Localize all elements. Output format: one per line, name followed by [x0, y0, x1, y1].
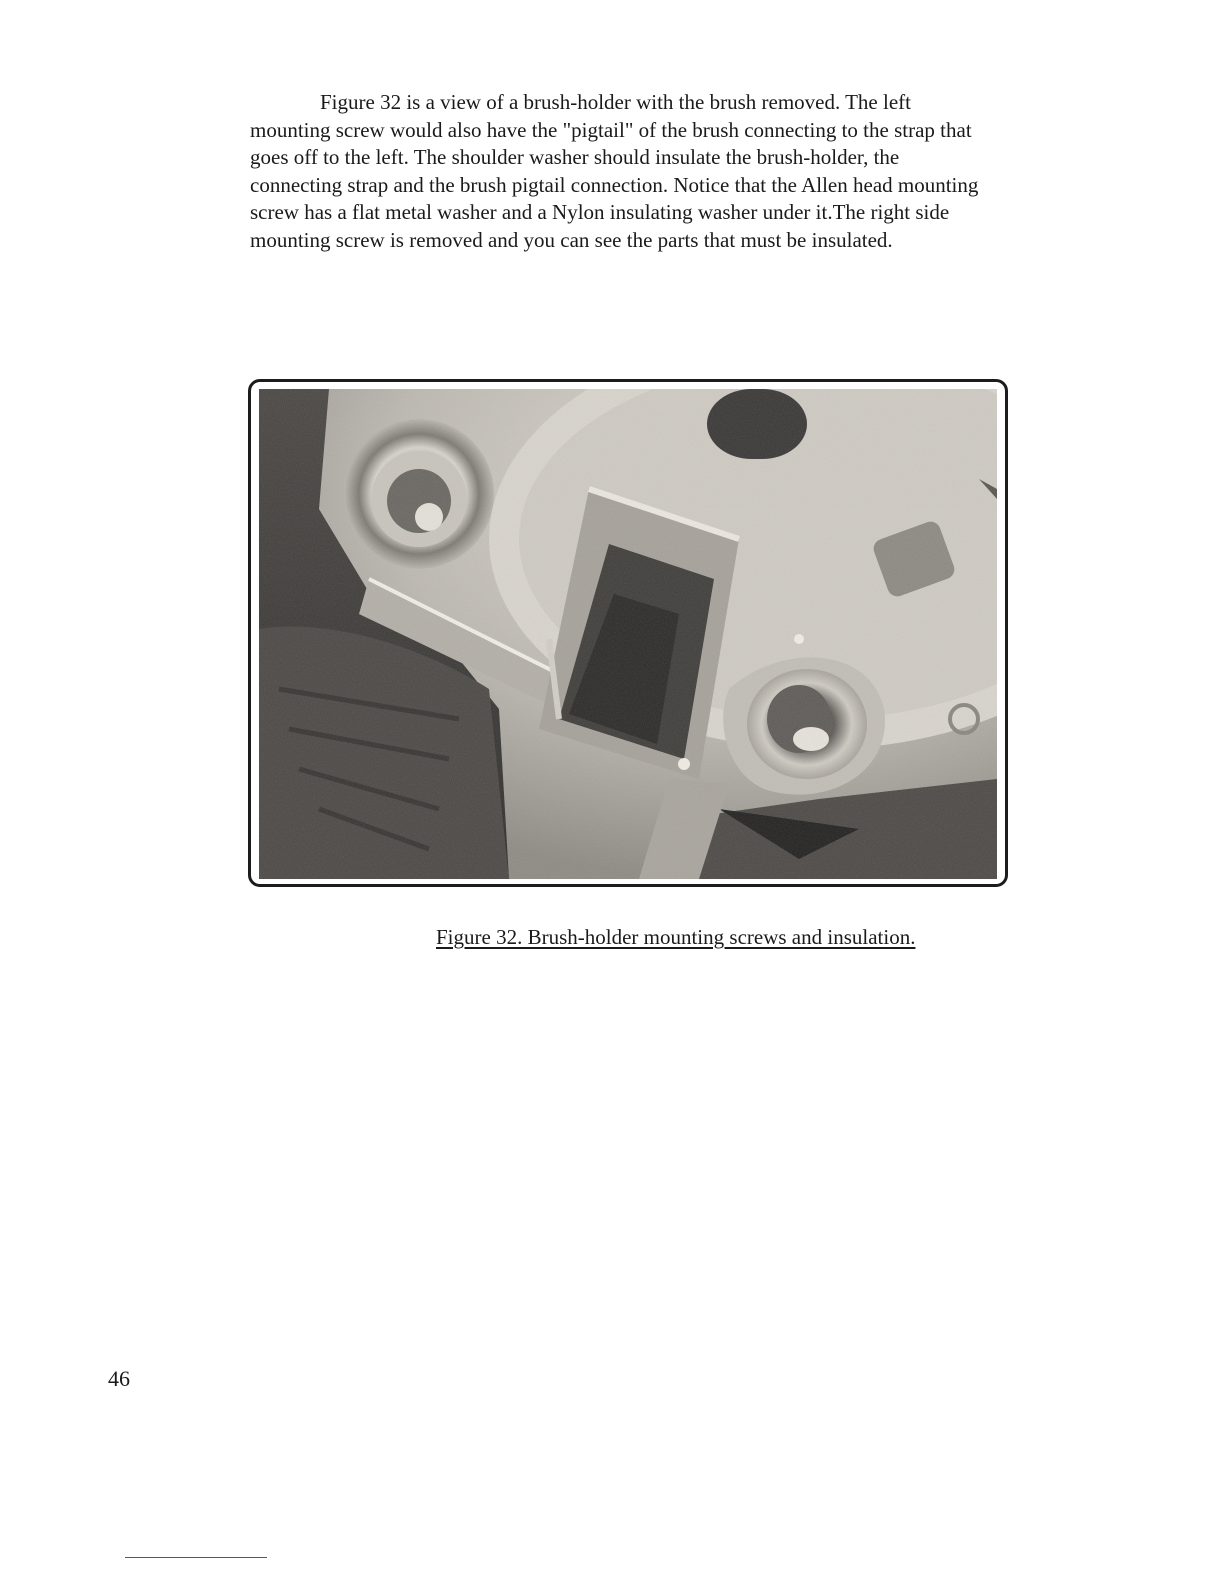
page-number: 46	[108, 1366, 130, 1391]
figure-photo	[259, 389, 997, 879]
body-paragraph: Figure 32 is a view of a brush-holder with the brush removed. The left mounting screw would also have the "pigtail" of the brush connecting to the strap that goes off to the left. The shoulder washer should insulate the brush-holder, the connecting strap and the brush pigtail connection. Notice that the Allen head mounting screw has a flat metal washer and a Nylon insulating washer under it.The right side mounting screw is removed and you can see the parts that must be insulated.	[250, 90, 979, 252]
figure-caption: Figure 32. Brush-holder mounting screws and insulation.	[436, 925, 916, 949]
figure-frame	[248, 379, 1008, 887]
footnote-rule	[125, 1557, 267, 1558]
